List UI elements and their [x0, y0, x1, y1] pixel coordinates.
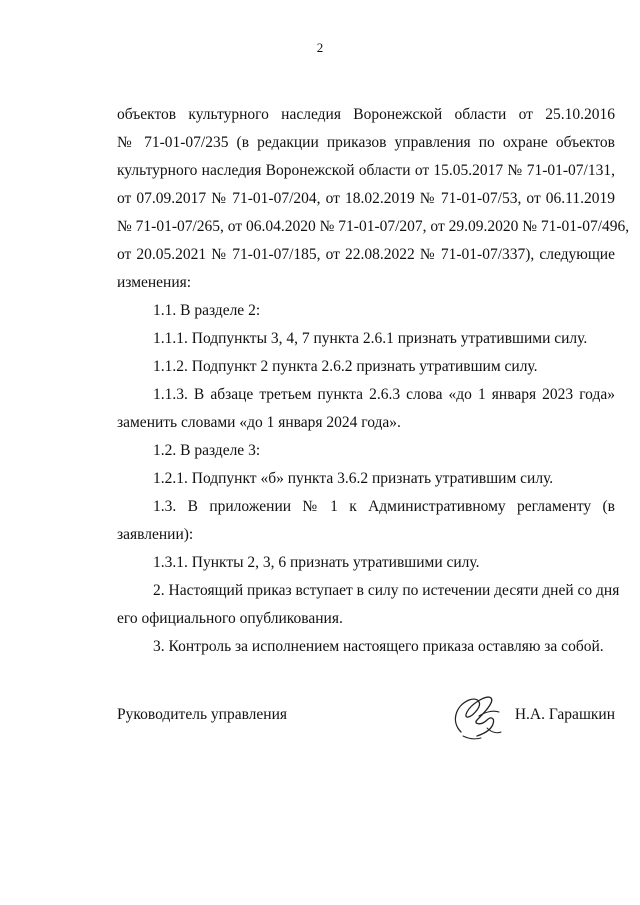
body-line: объектов культурного наследия Воронежской области от 25.10.2016	[117, 106, 615, 123]
item-3: 3. Контроль за исполнением настоящего приказа оставляю за собой.	[153, 638, 604, 655]
item-1-1-3: 1.1.3. В абзаце третьем пункта 2.6.3 слова «до 1 января 2023 года»	[153, 386, 615, 403]
signature-block	[117, 700, 615, 740]
body-line: от 20.05.2021 № 71-01-07/185, от 22.08.2022 № 71-01-07/337), следующие	[117, 246, 615, 263]
item-1-3-cont: заявлении):	[117, 526, 194, 543]
item-1-3-1: 1.3.1. Пункты 2, 3, 6 признать утратившими силу.	[153, 554, 480, 571]
signatory-name: Н.А. Гарашкин	[514, 706, 615, 723]
body-line: от 07.09.2017 № 71-01-07/204, от 18.02.2019 № 71-01-07/53, от 06.11.2019	[117, 190, 615, 207]
item-2: 2. Настоящий приказ вступает в силу по истечении десяти дней со дня	[153, 582, 620, 599]
item-1-1-2: 1.1.2. Подпункт 2 пункта 2.6.2 признать утратившим силу.	[153, 358, 538, 375]
body-line: № 71-01-07/265, от 06.04.2020 № 71-01-07/207, от 29.09.2020 № 71-01-07/496,	[117, 218, 630, 235]
item-1-3: 1.3. В приложении № 1 к Административному регламенту (в	[153, 498, 615, 515]
item-1-2: 1.2. В разделе 3:	[153, 442, 261, 459]
handwritten-signature	[447, 688, 507, 744]
body-line: изменения:	[117, 274, 192, 291]
body-line: культурного наследия Воронежской области от 15.05.2017 № 71-01-07/131,	[117, 162, 615, 179]
page-number: 2	[316, 40, 324, 55]
signatory-position: Руководитель управления	[117, 706, 288, 723]
item-1-1-1: 1.1.1. Подпункты 3, 4, 7 пункта 2.6.1 признать утратившими силу.	[153, 330, 588, 347]
item-1-2-1: 1.2.1. Подпункт «б» пункта 3.6.2 признать утратившим силу.	[153, 470, 554, 487]
item-1-1-3-cont: заменить словами «до 1 января 2024 года».	[117, 414, 401, 431]
body-line: № 71-01-07/235 (в редакции приказов управления по охране объектов	[117, 134, 615, 151]
item-1-1: 1.1. В разделе 2:	[153, 302, 261, 319]
item-2-cont: его официального опубликования.	[117, 610, 343, 627]
